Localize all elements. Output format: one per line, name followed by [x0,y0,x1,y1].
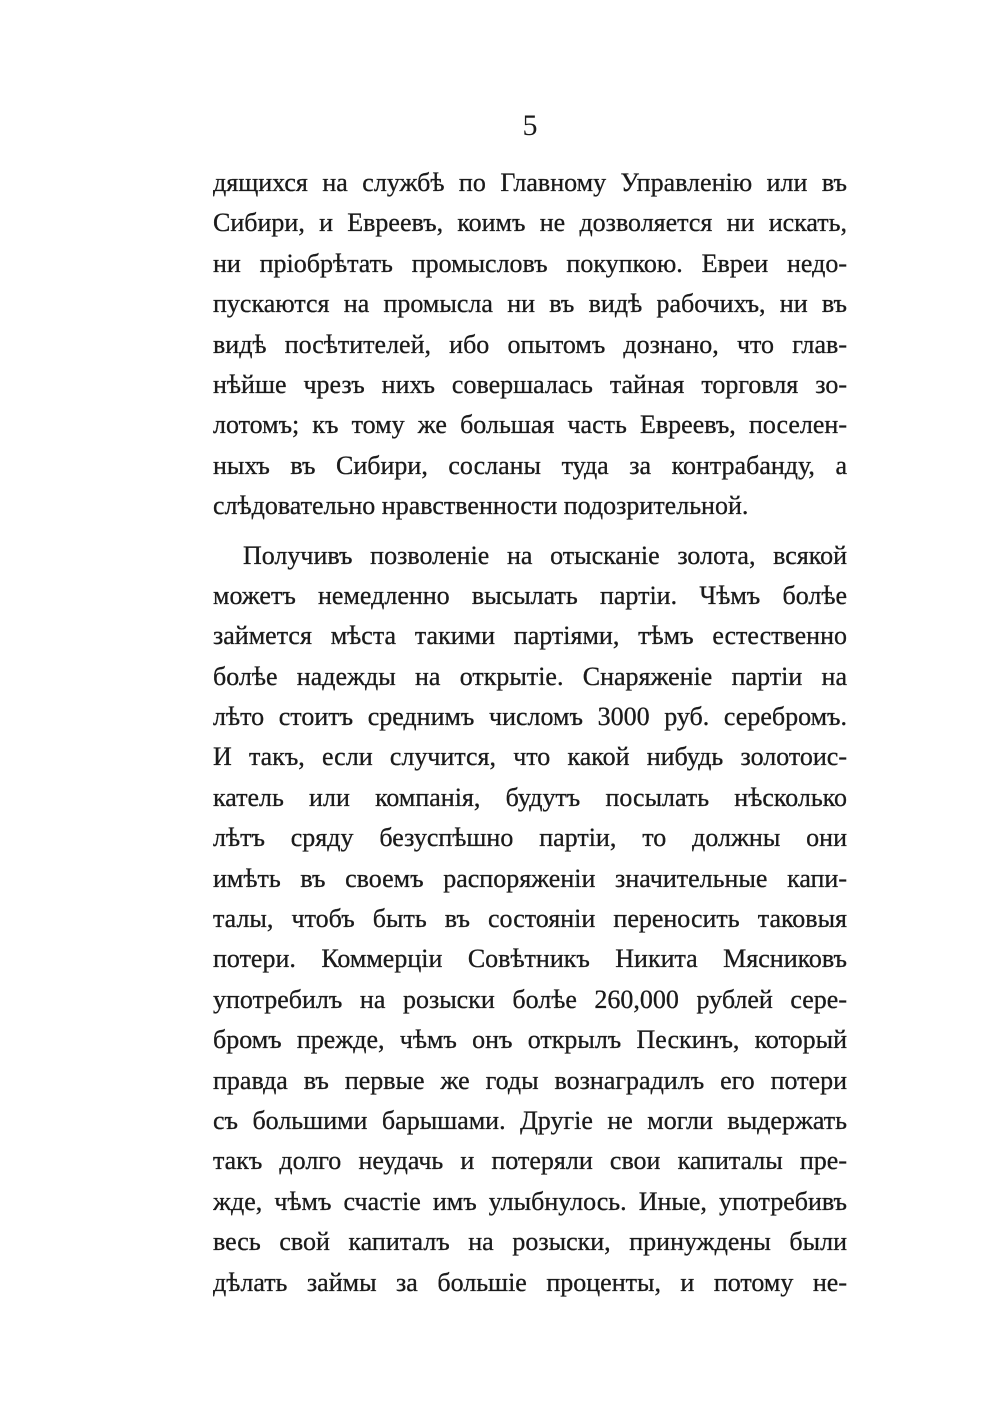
text-line: И такъ, если случится, что какой нибудь золотоис- [213,742,847,772]
text-line: дѣлать займы за большіе проценты, и потому не- [213,1267,847,1297]
text-line: пускаются на промысла ни въ видѣ рабочихъ, ни въ [213,289,847,319]
text-line: талы, чтобъ быть въ состояніи переносить таковыя [213,904,847,934]
page-number: 5 [522,109,538,142]
text-line: катель или компанія, будутъ посылать нѣсколько [213,782,847,812]
text-line: правда въ первые же годы вознаградилъ его потери [213,1065,847,1095]
text-line: лотомъ; къ тому же большая часть Евреевъ, поселен- [213,410,847,440]
body-text [213,163,847,1303]
text-line: Сибири, и Евреевъ, коимъ не дозволяется ни искать, [213,208,847,238]
text-line: займется мѣста такими партіями, тѣмъ естественно [213,621,847,651]
text-line: болѣе надежды на открытіе. Снаряженіе партіи на [213,661,847,691]
text-line: потери. Коммерціи Совѣтникъ Никита Мясниковъ [213,944,847,974]
text-line: имѣть въ своемъ распоряженіи значительные капи- [213,863,847,893]
text-line: бромъ прежде, чѣмъ онъ открылъ Пескинъ, который [213,1025,847,1055]
text-line: ни пріобрѣтать промысловъ покупкою. Евреи недо- [213,248,847,278]
text-line: дящихся на службѣ по Главному Управленію или въ [213,168,847,197]
text-line: нѣйше чрезъ нихъ совершалась тайная торговля зо- [213,369,847,399]
text-line: ныхъ въ Сибири, сосланы туда за контрабанду, а [213,450,847,480]
text-line: слѣдовательно нравственности подозрительной. [213,491,749,521]
text-line: съ большими барышами. Другіе не могли выдержать [213,1105,847,1135]
text-line: употребилъ на розыски болѣе 260,000 рублей сере- [213,984,847,1014]
text-line: лѣто стоитъ среднимъ числомъ 3000 руб. серебромъ. [213,702,847,732]
text-line: видѣ посѣтителей, ибо опытомъ дознано, что глав- [213,329,847,359]
text-line: жде, чѣмъ счастіе имъ улыбнулось. Иные, употребивъ [213,1186,847,1216]
text-line: весь свой капиталъ на розыски, принуждены были [213,1227,847,1257]
text-line: такъ долго неудачь и потеряли свои капиталы пре- [213,1146,847,1176]
paragraph [213,163,847,527]
text-line: лѣтъ сряду безуспѣшно партіи, то должны они [213,823,847,853]
text-line: Получивъ позволеніе на отысканіе золота, всякой [243,540,847,570]
text-line: можетъ немедленно высылать партіи. Чѣмъ болѣе [213,580,847,610]
paragraph [213,536,847,1303]
